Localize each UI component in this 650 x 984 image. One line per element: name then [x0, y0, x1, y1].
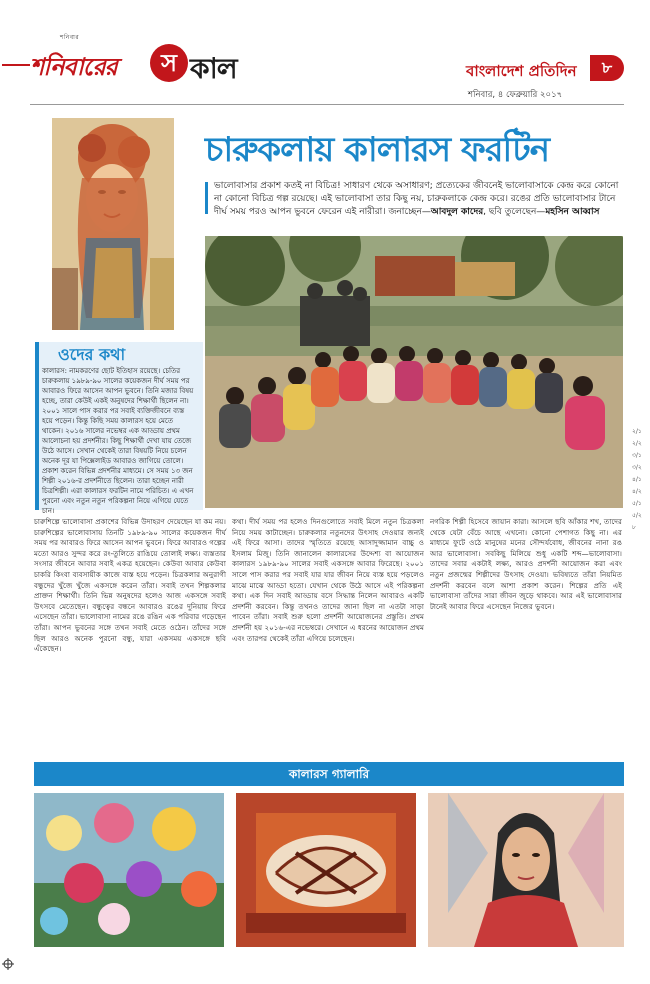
folio-tick: ২/১ — [632, 428, 642, 435]
folio-tick: ৩/১ — [632, 452, 642, 459]
header-accent-rule — [2, 64, 30, 66]
group-photo-image — [205, 236, 623, 508]
article-column-2: কথা। দীর্ঘ সময় পর হলেও দিনগুলোতে সবাই মিলে নতুন চিত্রকলা নিয়ে সময় কাটাচ্ছেন। চারুকলার নতুনদের উৎসাহ দেওয়ার জন্যই এই ফিরে আসা। তাদের স্মৃতিতে রয়েছে আসাদুজ্জামান বাচ্চু ও ইসলাম মিজু। তিনি জানালেন কালারসের উদ্দেশ্য বা আয়োজন কালারস ১৯৮৯-৯০ সালের সবাই একসঙ্গে আবার ফিরেছে। ২০০১ সালে পাস করার পর সবাই যার যার জীবন নিয়ে ব্যস্ত হয়ে পড়লেও মাঝে মাঝে আড্ডা হতো। যেখান থেকে উঠে আসে এই পরিকল্পনা কথা। এক দিন সবাই আড্ডায় বসে সিদ্ধান্ত নিলেন আবারও একটি প্রদর্শনী করবেন। কিন্তু তখনও তাদের জানা ছিল না এতটা সাড়া পাবেন তাঁরা। সবাই শুরু হলো প্রদর্শনী আয়োজনের প্রস্তুতি। প্রথম প্রদর্শনী হয় ২০১৬-এর নভেম্বরে। সেখানে এ ধরনের আয়োজন প্রথম এবং তারপর থেকেই তাঁরা এগিয়ে চলেছেন। — [232, 517, 424, 643]
registration-mark-icon — [2, 955, 14, 967]
folio-tick: ৩/২ — [632, 464, 642, 471]
portrait-painting-image — [52, 118, 174, 330]
intro-text: ভালোবাসার প্রকাশ কতই না বিচিত্র! সাধারণ থেকে অসাধারণ; প্রত্যেকের জীবনেই ভালোবাসাকে কেন্দ্র করে কোনো না কোনো বিচিত্র গল্প রয়েছে। এই ভালোবাসা তার কিছু নয়, চারুকলাকে কেন্দ্র করে। রঙের প্রতি ভালোবাসার টানে দীর্ঘ সময় পরও আপন ভুবনে ফেরেন এই নারীরা। জনাচ্ছেন— — [214, 181, 619, 217]
article-intro — [214, 180, 624, 219]
folio-ticks — [632, 426, 650, 534]
folio-tick: ২/২ — [632, 440, 642, 447]
article-column-1: চারুশিল্পে ভালোবাসা প্রকাশের বিভিন্ন উদাহরণ দেয়েছেন যা কম নয়। চারুশিল্পের ভালোবাসায় তিনটি ১৯৮৯-৯০ সালের কয়েকজন দীর্ঘ সময় পর আবারও ফিরে আসেন আপন ভুবনে। ফিরে আবারও গল্পের মতো আরও সুন্দর করে রং-তুলিতে রাঙিয়ে তোলাই লক্ষ্য। ব্যস্ততার সংসার জীবনে আবার সবাই একত্র হয়েছেন। কেউবা আবার কেউবা চাকরি কিংবা ব্যবসায়ীক কাজে ব্যস্ত হয়ে পড়েন। চিত্রকলার অনুরাগী বন্ধুদের খুঁজে খুঁজে একসঙ্গে করেন তাঁরা। সবাই তখন শিল্পকলার প্রাক্তন শিক্ষার্থী। তিনি ভিন্ন অনুষদের হলেও আজ একসঙ্গে সবাই উৎসবে মেতেছেন। বন্ধুত্বের বন্ধনে আবারও রঙের দুনিয়ায় ফিরে এসেছেন তাঁরা। ভালোবাসা নামের রঙে রঙিন এক পরিবার গড়েছেন তাঁরা। আপন ভুবনের সঙ্গে তখন সবাই মেতে ওঠেন। তাঁদের সঙ্গে ছিল আরও অনেক পুরনো বন্ধু, যারা একসময় একসঙ্গে ছবি এঁকেছেন। — [34, 517, 226, 654]
brand-logo-circle: স — [150, 44, 188, 82]
photographer-name: মহসিন আব্বাস — [545, 207, 600, 217]
header-divider — [30, 104, 624, 105]
folio-tick: ৮ — [632, 524, 636, 531]
article-headline: চারুকলায় কালারস ফরটিন — [205, 130, 550, 170]
gallery-flowers-painting — [34, 793, 224, 947]
sidebar-body: কালারস: নামকরণের ছোট ইতিহাস রয়েছে। চেতির চারুকলায় ১৯৮৯-৯০ সালের কয়েকজন দীর্ঘ সময় পর আবারও ফিরে আসেন আপন ভুবনে। তিনি মজার বিষয় হচ্ছে, তারা কেউই একই অনুষদের শিক্ষার্থী ছিলেন না। ২০০১ সালে পাস করার পর সবাই ব্যক্তিজীবনে ব্যস্ত হয়ে পড়েন। কিন্তু কিছি সময় কালারস হয়ে মেতে থাকেন। ২০১৬ সালের নভেম্বর এক আড্ডায় প্রথম আলোচনা হয় প্রদর্শনীর। কিছু শিক্ষার্থী দেখা যায় তেজে উঠে আসে। সেখান থেকেই তারা বিষয়টি নিয়ে চলেন অনেক দূর যা পিক্সেলাইড আবারও জাগিয়ে তোলে। প্রকাশ করেন বিভিন্ন প্রদর্শনীর মাধ্যমে। সে সময় ১৩ জন শিল্পী ২০১৬-র প্রদর্শনীতে ছিলেন। তারা হচ্ছেন নারী চিত্রশিল্পী। এরা কালারস ফরটিন নামে পরিচিত। এ এখন পুরনো এবং নতুন নতুন পরিকল্পনা নিয়ে এগিয়ে যেতে চান। — [42, 367, 194, 515]
folio-tick: ৪/১ — [632, 476, 642, 483]
gallery-abstract-painting — [236, 793, 416, 947]
folio-tick: ৪/২ — [632, 488, 642, 495]
folio-tick: ৫/২ — [632, 512, 642, 519]
folio-tick: ৫/১ — [632, 500, 642, 507]
issue-date: শনিবার, ৪ ফেব্রুয়ারি ২০১৭ — [468, 90, 563, 100]
gallery-woman-portrait-painting — [428, 793, 624, 947]
brand-logo-part1: শনিবারের — [30, 53, 117, 81]
gallery-title: কালারস গ্যালারি — [288, 767, 370, 781]
newspaper-name: বাংলাদেশ প্রতিদিন — [466, 62, 577, 80]
sidebar-title: ওদের কথা — [58, 345, 126, 364]
photo-credit-prefix: , ছবি তুলেছেন— — [483, 207, 546, 217]
article-column-3: নগরিক শিল্পী হিসেবে জায়ান কারা। আসলে ছবি আঁকার শখ, তাদের থেকে যেটা বেঁচে আছে এখনো। কোনো পেশাগত কিছু না। এর মাধ্যমে ফুটে ওঠে মানুষের মনের সৌন্দর্যবোধ, জীবনের নানা রঙ আর ভালোবাসা। সবকিছু মিলিয়ে শুধু একটি শব্দ—ভালোবাসা। তাদের সবার একটাই লক্ষ্য, আরও প্রদর্শনী আয়োজন করা এবং নতুন প্রজন্মের শিল্পীদের উৎসাহ দেওয়া। ভবিষ্যতে তাঁরা নিয়মিত প্রদর্শনী করবেন বলে আশা প্রকাশ করেন। শিল্পের প্রতি এই ভালোবাসা তাঁদের সারা জীবন জুড়ে থাকবে। আর এই ভালোবাসার টানেই আবার ফিরে এসেছেন নিজের ভুবনে। — [430, 517, 622, 611]
brand-logo-part3: কাল — [190, 52, 237, 85]
intro-accent-bar — [205, 182, 208, 214]
page-number-badge: ৮ — [590, 55, 624, 81]
author-name: আবদুল কাদের — [430, 207, 484, 217]
brand-tagline: শনিবার — [60, 34, 80, 41]
